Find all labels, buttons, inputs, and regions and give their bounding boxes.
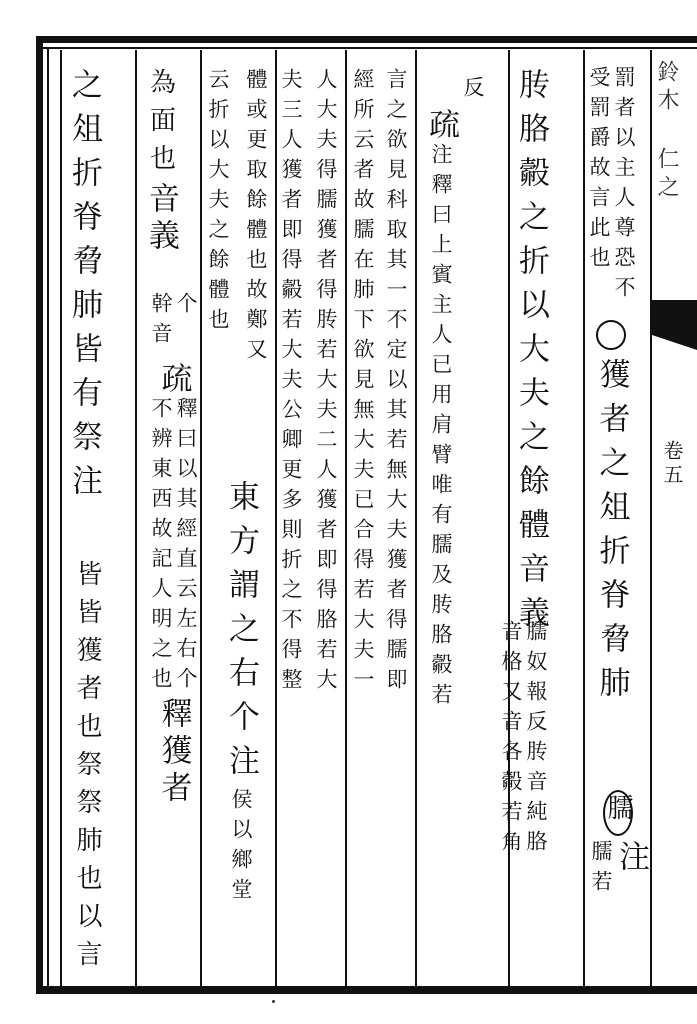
annotation-line: 幹音 (149, 292, 173, 352)
column-rule (415, 50, 417, 986)
text-column-2-tail (589, 790, 649, 900)
page-spine-line (650, 50, 652, 986)
column-rule (60, 50, 62, 986)
text-column-12 (66, 68, 102, 508)
annotation-line: 个 (174, 292, 198, 322)
text-column-1 (588, 66, 634, 710)
text-column-8 (280, 68, 301, 698)
column-rule (135, 50, 137, 986)
annotation-line: 經所云者故臑在肺下欲見無大夫已合得若大夫一 (351, 68, 375, 698)
circle-marker-icon (596, 320, 626, 350)
column-rule (583, 50, 585, 986)
annotation-line: 人大夫得臑獲者得䏝若大夫二人獲者即得胳若大 (314, 68, 338, 698)
annotation-line: 體或更取餘體也故鄭又 (244, 68, 268, 368)
annotation-line: 皆皆獲者也祭祭肺也以言 (72, 560, 102, 978)
text-column-4-main (423, 108, 459, 713)
text-column-6 (352, 68, 373, 698)
circled-character: 臑 (603, 790, 633, 836)
main-text: 東方謂之右个注 (223, 480, 259, 788)
main-text: 之俎折脊脅肺皆有祭注 (66, 68, 102, 508)
text-column-7 (315, 68, 336, 698)
text-column-5 (385, 68, 406, 698)
text-column-3-notes (500, 620, 546, 860)
main-text: 獲者之俎折脊脅肺 (593, 358, 630, 710)
text-column-3 (513, 68, 549, 640)
shu-marker: 疏 (423, 108, 459, 143)
annotation-line: 夫三人獲者即得㲉若大夫公卿更多則折之不得整 (279, 68, 303, 698)
text-column-4 (462, 76, 483, 106)
volume-label: 卷五 (660, 440, 684, 488)
frame-left-inner-border (47, 48, 49, 992)
annotation-line: 臑若 (589, 840, 613, 900)
margin-header: 鈴木 仁之 (654, 60, 679, 203)
yinyi-marker: 音義 (143, 182, 179, 256)
annotation-line: 受罰爵故言此也 (587, 66, 611, 276)
annotation-line: 云折以大夫之餘體也 (206, 68, 230, 338)
annotation-line: 言之欲見科取其一不定以其若無大夫獲者得臑即 (384, 68, 408, 698)
note-marker: 注 (613, 840, 649, 871)
text-column-10 (207, 68, 228, 338)
text-column-9 (245, 68, 266, 368)
text-column-11-notes (150, 292, 196, 808)
column-rule (345, 50, 347, 986)
annotation-line: 為面也 (145, 68, 176, 182)
frame-bottom-border (36, 986, 697, 994)
annotation-line: 釋曰以其經直云左右个 (174, 397, 198, 697)
annotation-line: 臑奴報反䏝音純胳 (524, 620, 548, 860)
column-rule (275, 50, 277, 986)
fish-tail-ornament (652, 300, 697, 350)
text-column-12-notes (74, 560, 100, 978)
yinyi-marker: 音義 (513, 552, 549, 640)
column-rule (200, 50, 202, 986)
frame-left-border (36, 36, 43, 994)
annotation-line: 罰者以主人尊恐不 (612, 66, 636, 306)
main-text: 釋獲者 (155, 697, 192, 808)
frame-top-inner-border (36, 47, 697, 49)
ink-speck (272, 1000, 275, 1003)
main-text: 䏝胳㲉之折以大夫之餘體 (513, 68, 549, 552)
annotation-line: 音格又音各㲉若角 (499, 620, 523, 860)
text-column-10-main (223, 480, 259, 908)
shu-marker: 疏 (155, 362, 192, 397)
annotation-line: 不辨東西故記人明之也 (149, 397, 173, 697)
annotation-line: 侯以鄉堂 (229, 788, 253, 908)
annotation-line: 反 (461, 76, 485, 106)
text-column-11 (143, 68, 179, 256)
annotation-line: 注釋曰上賓主人已用肩臂唯有臑及䏝胳㲉若 (429, 143, 453, 713)
frame-top-border (36, 36, 697, 43)
